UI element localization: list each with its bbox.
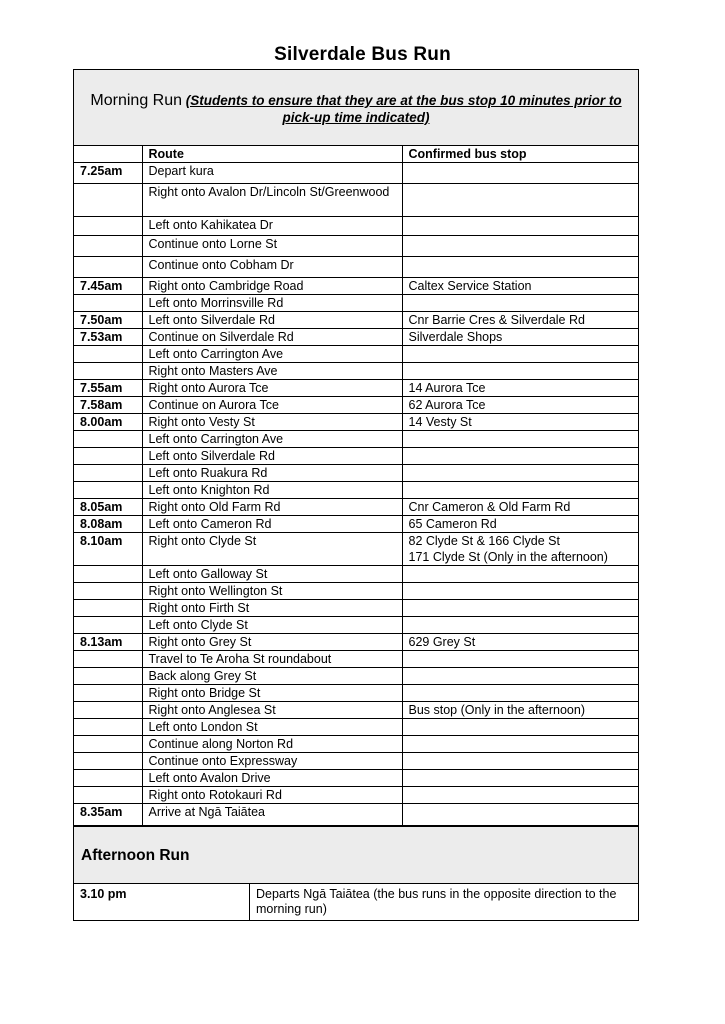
route-row <box>74 431 638 448</box>
route-step: Right onto Cambridge Road <box>142 278 402 295</box>
route-step: Left onto Galloway St <box>142 566 402 583</box>
pickup-time <box>74 363 142 380</box>
route-step: Right onto Bridge St <box>142 685 402 702</box>
morning-route-table <box>74 146 638 826</box>
pickup-time <box>74 236 142 257</box>
pickup-time: 7.50am <box>74 312 142 329</box>
route-row <box>74 770 638 787</box>
bus-run-table <box>73 69 639 921</box>
route-step: Continue onto Lorne St <box>142 236 402 257</box>
afternoon-time: 3.10 pm <box>80 887 127 901</box>
pickup-time: 8.05am <box>74 499 142 516</box>
pickup-time <box>74 465 142 482</box>
pickup-time <box>74 184 142 217</box>
afternoon-table <box>74 884 638 920</box>
route-row <box>74 163 638 184</box>
route-step: Continue onto Cobham Dr <box>142 257 402 278</box>
route-step: Travel to Te Aroha St roundabout <box>142 651 402 668</box>
morning-run-heading: Morning Run <box>90 92 183 109</box>
pickup-time <box>74 431 142 448</box>
bus-stop-text-extra: 171 Clyde St (Only in the afternoon) <box>408 550 608 564</box>
confirmed-bus-stop <box>402 163 638 184</box>
route-step: Left onto Carrington Ave <box>142 346 402 363</box>
route-step: Continue on Silverdale Rd <box>142 329 402 346</box>
confirmed-bus-stop <box>402 482 638 499</box>
route-step: Left onto Kahikatea Dr <box>142 217 402 236</box>
confirmed-bus-stop <box>402 414 638 431</box>
confirmed-bus-stop <box>402 346 638 363</box>
confirmed-bus-stop <box>402 431 638 448</box>
route-step: Left onto London St <box>142 719 402 736</box>
route-step: Right onto Old Farm Rd <box>142 499 402 516</box>
pickup-time <box>74 685 142 702</box>
confirmed-bus-stop <box>402 533 638 566</box>
confirmed-bus-stop <box>402 380 638 397</box>
afternoon-run-heading: Afternoon Run <box>81 847 190 864</box>
confirmed-bus-stop <box>402 363 638 380</box>
bus-stop-text: Cnr Barrie Cres & Silverdale Rd <box>408 313 585 327</box>
route-step: Arrive at Ngā Taiātea <box>142 804 402 826</box>
route-row <box>74 651 638 668</box>
route-step: Right onto Firth St <box>142 600 402 617</box>
route-step: Left onto Cameron Rd <box>142 516 402 533</box>
route-step: Left onto Silverdale Rd <box>142 312 402 329</box>
pickup-time <box>74 702 142 719</box>
bus-stop-text: 65 Cameron Rd <box>408 517 497 531</box>
pickup-time <box>74 617 142 634</box>
route-row <box>74 184 638 217</box>
route-row <box>74 787 638 804</box>
morning-run-note: (Students to ensure that they are at the bus stop 10 minutes prior to pick-up time indicated) <box>185 93 622 125</box>
route-row <box>74 380 638 397</box>
route-row <box>74 600 638 617</box>
confirmed-bus-stop <box>402 397 638 414</box>
confirmed-bus-stop <box>402 617 638 634</box>
route-row <box>74 217 638 236</box>
route-row <box>74 448 638 465</box>
route-step: Right onto Rotokauri Rd <box>142 787 402 804</box>
route-step: Right onto Masters Ave <box>142 363 402 380</box>
route-row <box>74 736 638 753</box>
route-row <box>74 329 638 346</box>
confirmed-bus-stop <box>402 583 638 600</box>
bus-stop-text: Cnr Cameron & Old Farm Rd <box>408 500 571 514</box>
confirmed-bus-stop <box>402 448 638 465</box>
route-step: Left onto Carrington Ave <box>142 431 402 448</box>
confirmed-bus-stop <box>402 516 638 533</box>
bus-stop-text: Caltex Service Station <box>408 279 532 293</box>
route-step: Right onto Anglesea St <box>142 702 402 719</box>
confirmed-bus-stop <box>402 702 638 719</box>
pickup-time <box>74 651 142 668</box>
confirmed-bus-stop <box>402 566 638 583</box>
confirmed-bus-stop <box>402 217 638 236</box>
afternoon-description: Departs Ngā Taiātea (the bus runs in the opposite direction to the morning run) <box>250 884 639 920</box>
route-step: Left onto Clyde St <box>142 617 402 634</box>
confirmed-bus-stop <box>402 685 638 702</box>
confirmed-bus-stop <box>402 668 638 685</box>
pickup-time <box>74 753 142 770</box>
confirmed-bus-stop <box>402 257 638 278</box>
route-step: Right onto Avalon Dr/Lincoln St/Greenwood <box>142 184 402 217</box>
route-step: Left onto Ruakura Rd <box>142 465 402 482</box>
confirmed-bus-stop <box>402 651 638 668</box>
route-step: Right onto Vesty St <box>142 414 402 431</box>
pickup-time <box>74 482 142 499</box>
route-row <box>74 583 638 600</box>
route-row <box>74 414 638 431</box>
route-step: Depart kura <box>142 163 402 184</box>
confirmed-bus-stop <box>402 236 638 257</box>
pickup-time: 8.13am <box>74 634 142 651</box>
confirmed-bus-stop <box>402 499 638 516</box>
confirmed-bus-stop <box>402 787 638 804</box>
pickup-time <box>74 583 142 600</box>
page-title: Silverdale Bus Run <box>274 44 451 65</box>
route-row <box>74 685 638 702</box>
pickup-time <box>74 257 142 278</box>
route-row <box>74 702 638 719</box>
pickup-time <box>74 295 142 312</box>
pickup-time: 7.45am <box>74 278 142 295</box>
bus-stop-text: Silverdale Shops <box>408 330 503 344</box>
confirmed-bus-stop <box>402 312 638 329</box>
pickup-time <box>74 566 142 583</box>
route-row <box>74 516 638 533</box>
confirmed-bus-stop <box>402 278 638 295</box>
confirmed-bus-stop <box>402 184 638 217</box>
confirmed-bus-stop <box>402 465 638 482</box>
confirmed-bus-stop <box>402 770 638 787</box>
route-column-header: Route <box>142 146 402 163</box>
route-step: Back along Grey St <box>142 668 402 685</box>
route-row <box>74 753 638 770</box>
route-row <box>74 295 638 312</box>
bus-stop-text: 629 Grey St <box>408 635 476 649</box>
pickup-time: 7.55am <box>74 380 142 397</box>
route-row <box>74 634 638 651</box>
afternoon-run-header <box>74 826 638 884</box>
route-row <box>74 346 638 363</box>
confirmed-bus-stop <box>402 736 638 753</box>
bus-stop-text: 14 Aurora Tce <box>408 381 486 395</box>
pickup-time <box>74 217 142 236</box>
route-row <box>74 719 638 736</box>
bus-stop-text: 14 Vesty St <box>408 415 472 429</box>
bus-stop-text: 62 Aurora Tce <box>408 398 486 412</box>
pickup-time: 7.53am <box>74 329 142 346</box>
route-row <box>74 482 638 499</box>
afternoon-row <box>74 884 638 920</box>
confirmed-bus-stop <box>402 753 638 770</box>
confirmed-bus-stop <box>402 295 638 312</box>
pickup-time <box>74 448 142 465</box>
route-row <box>74 499 638 516</box>
pickup-time <box>74 668 142 685</box>
route-step: Left onto Silverdale Rd <box>142 448 402 465</box>
route-row <box>74 363 638 380</box>
confirmed-bus-stop <box>402 329 638 346</box>
pickup-time: 7.58am <box>74 397 142 414</box>
route-step: Right onto Clyde St <box>142 533 402 566</box>
pickup-time <box>74 719 142 736</box>
route-step: Continue along Norton Rd <box>142 736 402 753</box>
route-header-row <box>74 146 638 163</box>
route-step: Left onto Morrinsville Rd <box>142 295 402 312</box>
route-row <box>74 533 638 566</box>
route-row <box>74 278 638 295</box>
pickup-time <box>74 736 142 753</box>
pickup-time <box>74 346 142 363</box>
confirmed-bus-stop <box>402 634 638 651</box>
pickup-time: 8.35am <box>74 804 142 826</box>
route-step: Right onto Aurora Tce <box>142 380 402 397</box>
route-row <box>74 312 638 329</box>
pickup-time <box>74 770 142 787</box>
route-row <box>74 465 638 482</box>
route-row <box>74 617 638 634</box>
pickup-time: 8.00am <box>74 414 142 431</box>
pickup-time <box>74 787 142 804</box>
route-row <box>74 257 638 278</box>
pickup-time: 8.10am <box>74 533 142 566</box>
confirmed-bus-stop <box>402 804 638 826</box>
route-row <box>74 804 638 826</box>
pickup-time <box>74 600 142 617</box>
route-step: Left onto Avalon Drive <box>142 770 402 787</box>
route-row <box>74 397 638 414</box>
route-row <box>74 566 638 583</box>
route-row <box>74 236 638 257</box>
stop-column-header: Confirmed bus stop <box>402 146 638 163</box>
bus-stop-text: 82 Clyde St & 166 Clyde St <box>408 534 560 548</box>
time-column-header <box>74 146 142 163</box>
morning-run-header <box>74 70 638 146</box>
route-row <box>74 668 638 685</box>
confirmed-bus-stop <box>402 719 638 736</box>
route-step: Left onto Knighton Rd <box>142 482 402 499</box>
route-rows <box>74 163 638 826</box>
route-step: Continue onto Expressway <box>142 753 402 770</box>
confirmed-bus-stop <box>402 600 638 617</box>
route-step: Right onto Grey St <box>142 634 402 651</box>
pickup-time: 8.08am <box>74 516 142 533</box>
route-step: Right onto Wellington St <box>142 583 402 600</box>
pickup-time: 7.25am <box>74 163 142 184</box>
route-step: Continue on Aurora Tce <box>142 397 402 414</box>
bus-stop-text: Bus stop (Only in the afternoon) <box>408 703 585 717</box>
